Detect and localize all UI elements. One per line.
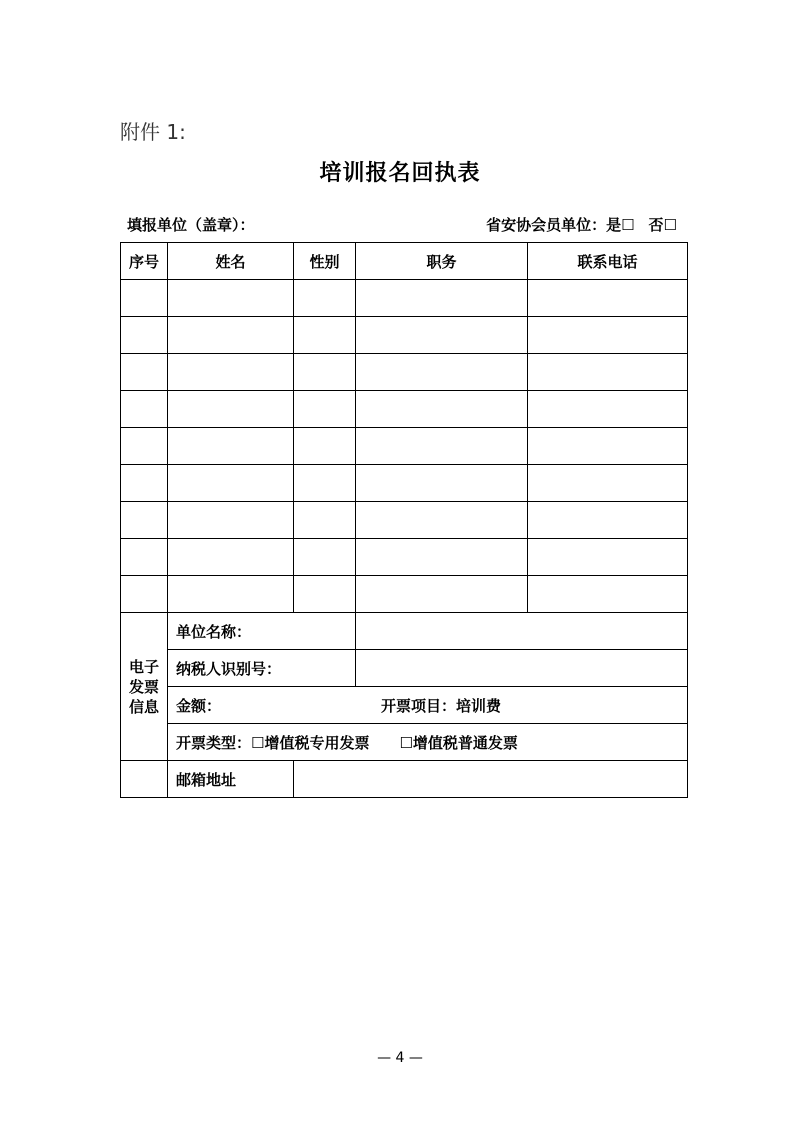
table-cell[interactable] — [528, 354, 688, 391]
table-cell[interactable] — [168, 465, 294, 502]
unit-name-field[interactable] — [356, 613, 688, 650]
table-cell[interactable] — [356, 280, 528, 317]
table-row — [121, 465, 688, 502]
table-row — [121, 280, 688, 317]
email-field[interactable] — [294, 761, 688, 798]
table-cell[interactable] — [168, 539, 294, 576]
table-cell[interactable] — [356, 428, 528, 465]
invoice-unit-name-row — [121, 613, 688, 650]
column-header: 职务 — [356, 243, 528, 280]
taxpayer-id-label: 纳税人识别号： — [168, 650, 356, 687]
invoice-item-value: 培训费 — [456, 696, 502, 715]
member-yes-checkbox[interactable]: 是☐ — [606, 216, 635, 234]
table-cell[interactable] — [121, 576, 168, 613]
invoice-type-special-checkbox[interactable]: ☐增值税专用发票 — [251, 733, 370, 752]
column-header: 联系电话 — [528, 243, 688, 280]
invoice-section-line: 发票 — [128, 677, 159, 696]
invoice-section-label — [121, 613, 168, 761]
table-cell[interactable] — [294, 354, 356, 391]
email-row — [121, 761, 688, 798]
invoice-type-label: 开票类型： — [176, 733, 252, 752]
amount-cell[interactable] — [168, 687, 688, 724]
table-cell[interactable] — [528, 280, 688, 317]
table-cell[interactable] — [121, 539, 168, 576]
invoice-section-line: 信息 — [128, 697, 159, 716]
table-cell[interactable] — [294, 428, 356, 465]
table-cell[interactable] — [168, 576, 294, 613]
table-cell[interactable] — [168, 391, 294, 428]
table-cell[interactable] — [121, 391, 168, 428]
table-cell[interactable] — [356, 539, 528, 576]
table-row — [121, 391, 688, 428]
invoice-item-label: 开票项目： — [381, 696, 457, 715]
table-row — [121, 428, 688, 465]
table-row — [121, 502, 688, 539]
invoice-taxpayer-row — [121, 650, 688, 687]
table-cell[interactable] — [168, 280, 294, 317]
table-cell[interactable] — [168, 502, 294, 539]
reporting-unit-label: 填报单位（盖章）： — [127, 216, 255, 234]
column-header: 性别 — [294, 243, 356, 280]
table-cell[interactable] — [356, 354, 528, 391]
registration-table — [120, 242, 688, 798]
table-cell[interactable] — [528, 428, 688, 465]
table-cell[interactable] — [168, 428, 294, 465]
table-cell[interactable] — [121, 354, 168, 391]
table-cell[interactable] — [356, 317, 528, 354]
table-row — [121, 317, 688, 354]
page-number: — 4 — — [377, 1050, 423, 1066]
email-blank-cell — [121, 761, 168, 798]
table-cell[interactable] — [121, 502, 168, 539]
unit-name-label: 单位名称： — [168, 613, 356, 650]
invoice-section-line: 电子 — [128, 657, 159, 676]
table-cell[interactable] — [294, 576, 356, 613]
invoice-type-general-checkbox[interactable]: ☐增值税普通发票 — [399, 733, 518, 752]
table-row — [121, 539, 688, 576]
table-cell[interactable] — [528, 317, 688, 354]
form-title: 培训报名回执表 — [319, 161, 481, 186]
table-cell[interactable] — [121, 465, 168, 502]
table-row — [121, 354, 688, 391]
amount-label: 金额： — [176, 696, 222, 715]
invoice-type-row — [121, 724, 688, 761]
table-header-row — [121, 243, 688, 280]
table-cell[interactable] — [294, 539, 356, 576]
email-label: 邮箱地址 — [168, 761, 294, 798]
table-cell[interactable] — [294, 391, 356, 428]
member-no-checkbox[interactable]: 否☐ — [648, 216, 677, 234]
table-cell[interactable] — [121, 317, 168, 354]
table-cell[interactable] — [294, 465, 356, 502]
table-cell[interactable] — [294, 280, 356, 317]
table-cell[interactable] — [168, 317, 294, 354]
table-cell[interactable] — [356, 465, 528, 502]
table-cell[interactable] — [356, 576, 528, 613]
member-unit-group — [486, 214, 677, 235]
table-row — [121, 576, 688, 613]
table-cell[interactable] — [528, 391, 688, 428]
invoice-type-cell — [168, 724, 688, 761]
table-cell[interactable] — [294, 317, 356, 354]
table-cell[interactable] — [356, 502, 528, 539]
table-cell[interactable] — [356, 391, 528, 428]
table-cell[interactable] — [294, 502, 356, 539]
member-unit-label: 省安协会员单位： — [486, 216, 607, 234]
attachment-label: 附件 1: — [120, 120, 186, 144]
table-cell[interactable] — [121, 428, 168, 465]
invoice-amount-row — [121, 687, 688, 724]
table-cell[interactable] — [528, 502, 688, 539]
table-cell[interactable] — [168, 354, 294, 391]
column-header: 姓名 — [168, 243, 294, 280]
table-cell[interactable] — [528, 539, 688, 576]
table-cell[interactable] — [528, 576, 688, 613]
table-cell[interactable] — [121, 280, 168, 317]
table-cell[interactable] — [528, 465, 688, 502]
taxpayer-id-field[interactable] — [356, 650, 688, 687]
column-header: 序号 — [121, 243, 168, 280]
